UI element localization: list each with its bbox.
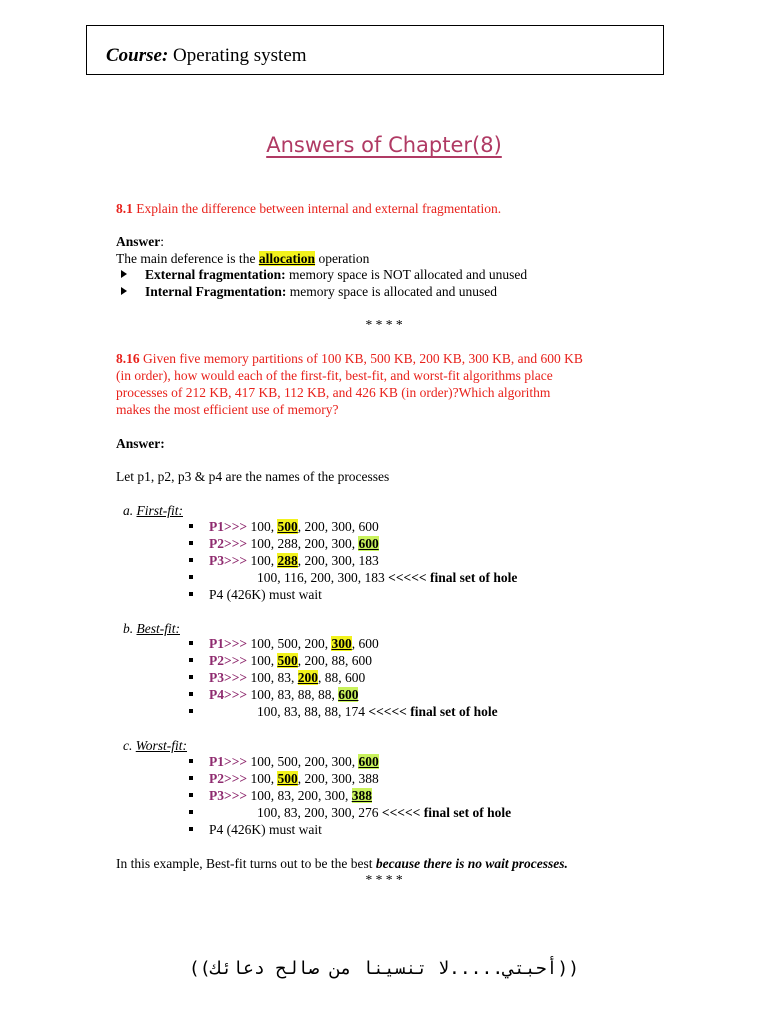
bullet-arrow-icon bbox=[121, 270, 127, 278]
question-number: 8.16 bbox=[116, 351, 140, 366]
best-fit-p4: P4>>> 100, 83, 88, 88, 600 bbox=[209, 687, 359, 702]
conclusion: In this example, Best-fit turns out to be the best because there is no wait processes. bbox=[116, 856, 568, 871]
square-bullet-icon bbox=[189, 541, 193, 545]
first-fit-wait: P4 (426K) must wait bbox=[209, 587, 322, 602]
worst-fit-heading: c. Worst-fit: bbox=[123, 738, 188, 753]
square-bullet-icon bbox=[189, 759, 193, 763]
bullet-internal: Internal Fragmentation: memory space is allocated and unused bbox=[145, 284, 498, 299]
square-bullet-icon bbox=[189, 524, 193, 528]
square-bullet-icon bbox=[189, 658, 193, 662]
answer-label-2: Answer: bbox=[116, 436, 165, 451]
worst-fit-p2: P2>>> 100, 500, 200, 300, 388 bbox=[209, 771, 379, 786]
best-fit-p3: P3>>> 100, 83, 200, 88, 600 bbox=[209, 670, 366, 685]
question-8-16-line-2: (in order), how would each of the first-fit, best-fit, and worst-fit algorithms place bbox=[116, 368, 553, 383]
separator: * * * * bbox=[365, 317, 403, 332]
first-fit-p3: P3>>> 100, 288, 200, 300, 183 bbox=[209, 553, 379, 568]
course-header-box bbox=[86, 25, 664, 75]
best-fit-final: 100, 83, 88, 88, 174 <<<<< final set of hole bbox=[257, 704, 498, 719]
question-number: 8.1 bbox=[116, 201, 133, 216]
square-bullet-icon bbox=[189, 575, 193, 579]
first-fit-heading: a. First-fit: bbox=[123, 503, 183, 518]
first-fit-p1: P1>>> 100, 500, 200, 300, 600 bbox=[209, 519, 379, 534]
question-text: Explain the difference between internal and external fragmentation. bbox=[132, 201, 502, 216]
square-bullet-icon bbox=[189, 827, 193, 831]
first-fit-final: 100, 116, 200, 300, 183 <<<<< final set of hole bbox=[257, 570, 518, 585]
square-bullet-icon bbox=[189, 810, 193, 814]
square-bullet-icon bbox=[189, 709, 193, 713]
bullet-external: External fragmentation: memory space is NOT allocated and unused bbox=[145, 267, 528, 282]
question-8-16-line-1: 8.16 Given five memory partitions of 100 KB, 500 KB, 200 KB, 300 KB, and 600 KB bbox=[116, 351, 583, 366]
question-8-16-line-3: processes of 212 KB, 417 KB, 112 KB, and 426 KB (in order)?Which algorithm bbox=[116, 385, 551, 400]
best-fit-heading: b. Best-fit: bbox=[123, 621, 180, 636]
question-8-16-line-4: makes the most efficient use of memory? bbox=[116, 402, 339, 417]
answer-label: Answer: bbox=[116, 234, 165, 249]
course-value: Operating system bbox=[168, 45, 307, 66]
question-8-1 bbox=[116, 200, 501, 217]
page-title: Answers of Chapter(8) bbox=[266, 133, 502, 157]
best-fit-p2: P2>>> 100, 500, 200, 88, 600 bbox=[209, 653, 372, 668]
square-bullet-icon bbox=[189, 793, 193, 797]
best-fit-p1: P1>>> 100, 500, 200, 300, 600 bbox=[209, 636, 379, 651]
bullet-arrow-icon bbox=[121, 287, 127, 295]
square-bullet-icon bbox=[189, 675, 193, 679]
separator-2: * * * * bbox=[365, 872, 403, 887]
footer-prayer: ((أحبتي.....لا تنسينا من صالح دعائك)) bbox=[188, 958, 580, 979]
worst-fit-p3: P3>>> 100, 83, 200, 300, 388 bbox=[209, 788, 372, 803]
course-label: Course: bbox=[106, 45, 169, 66]
worst-fit-wait: P4 (426K) must wait bbox=[209, 822, 322, 837]
square-bullet-icon bbox=[189, 692, 193, 696]
square-bullet-icon bbox=[189, 776, 193, 780]
square-bullet-icon bbox=[189, 558, 193, 562]
answer-intro: The main deference is the allocation operation bbox=[116, 251, 370, 266]
worst-fit-final: 100, 83, 200, 300, 276 <<<<< final set of hole bbox=[257, 805, 512, 820]
square-bullet-icon bbox=[189, 641, 193, 645]
highlight-allocation: allocation bbox=[258, 251, 316, 266]
answer-intro-2: Let p1, p2, p3 & p4 are the names of the processes bbox=[116, 469, 390, 484]
course-line bbox=[106, 44, 307, 68]
first-fit-p2: P2>>> 100, 288, 200, 300, 600 bbox=[209, 536, 379, 551]
worst-fit-p1: P1>>> 100, 500, 200, 300, 600 bbox=[209, 754, 379, 769]
square-bullet-icon bbox=[189, 592, 193, 596]
